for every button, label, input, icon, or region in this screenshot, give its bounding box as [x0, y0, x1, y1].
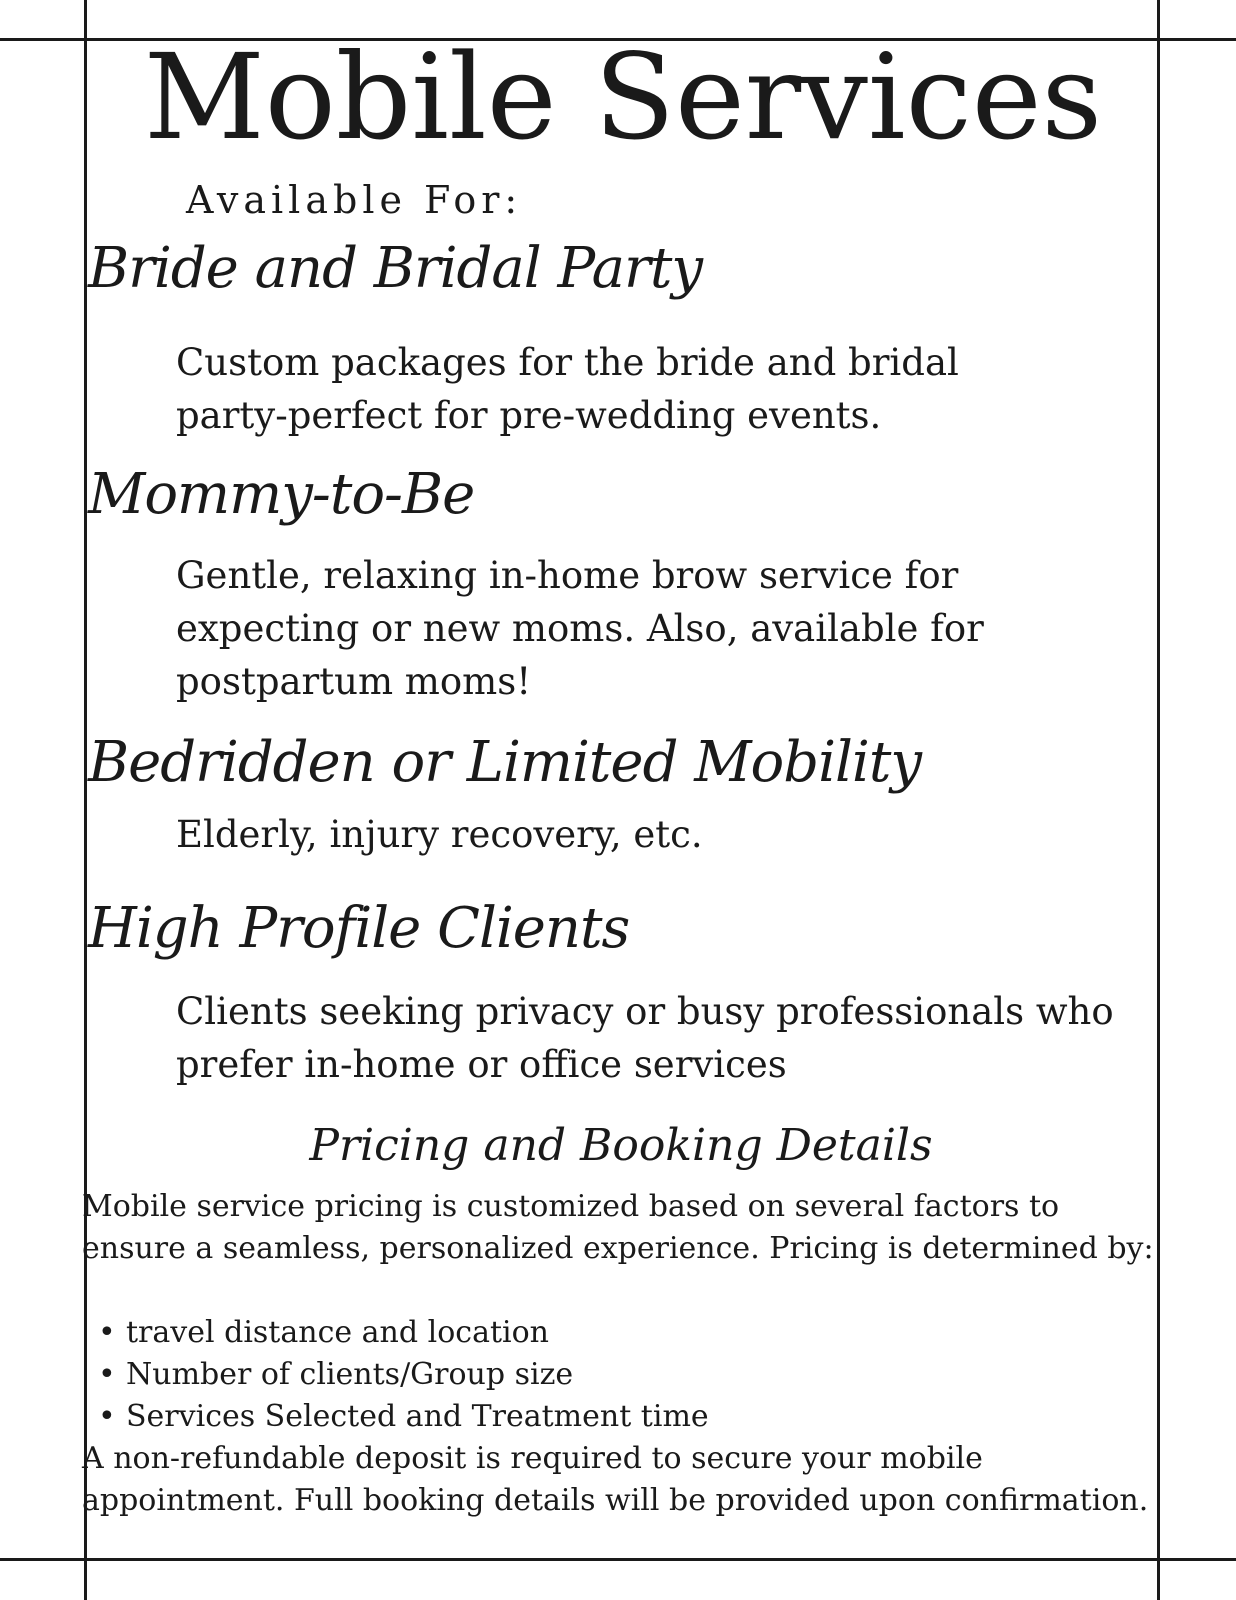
factor-text: Number of clients/Group size [126, 1357, 574, 1392]
factor-text: travel distance and location [126, 1315, 549, 1350]
service-heading-bridal: Bride and Bridal Party [88, 236, 702, 301]
bullet-icon: • [98, 1315, 116, 1350]
frame-line-right [1157, 0, 1160, 1600]
service-heading-limited-mobility: Bedridden or Limited Mobility [88, 730, 921, 795]
service-description-bridal: Custom packages for the bride and bridal party-perfect for pre-wedding events. [176, 341, 959, 437]
page-subtitle: Available For: [186, 178, 523, 222]
page-title: Mobile Services [143, 28, 1103, 166]
frame-line-bottom [0, 1558, 1236, 1561]
bullet-icon: • [98, 1399, 116, 1434]
service-description-high-profile: Clients seeking privacy or busy professionals who prefer in-home or office services [176, 990, 1114, 1086]
service-description-limited-mobility: Elderly, injury recovery, etc. [176, 813, 703, 856]
pricing-heading: Pricing and Booking Details [309, 1120, 933, 1171]
pricing-footer: A non-refundable deposit is required to secure your mobile appointment. Full booking details will be provided upon confirmation. [82, 1441, 1149, 1518]
bullet-icon: • [98, 1357, 116, 1392]
service-description-mommy: Gentle, relaxing in-home brow service for expecting or new moms. Also, available for postpartum moms! [176, 554, 984, 703]
list-item [82, 1396, 1157, 1438]
list-item [82, 1354, 1157, 1396]
service-heading-high-profile: High Profile Clients [88, 896, 630, 961]
pricing-intro: Mobile service pricing is customized based on several factors to ensure a seamless, personalized experience. Pricing is determined by: [82, 1189, 1154, 1266]
service-heading-mommy: Mommy-to-Be [88, 462, 475, 527]
pricing-factors-list [82, 1312, 1157, 1438]
factor-text: Services Selected and Treatment time [126, 1399, 709, 1434]
list-item [82, 1312, 1157, 1354]
